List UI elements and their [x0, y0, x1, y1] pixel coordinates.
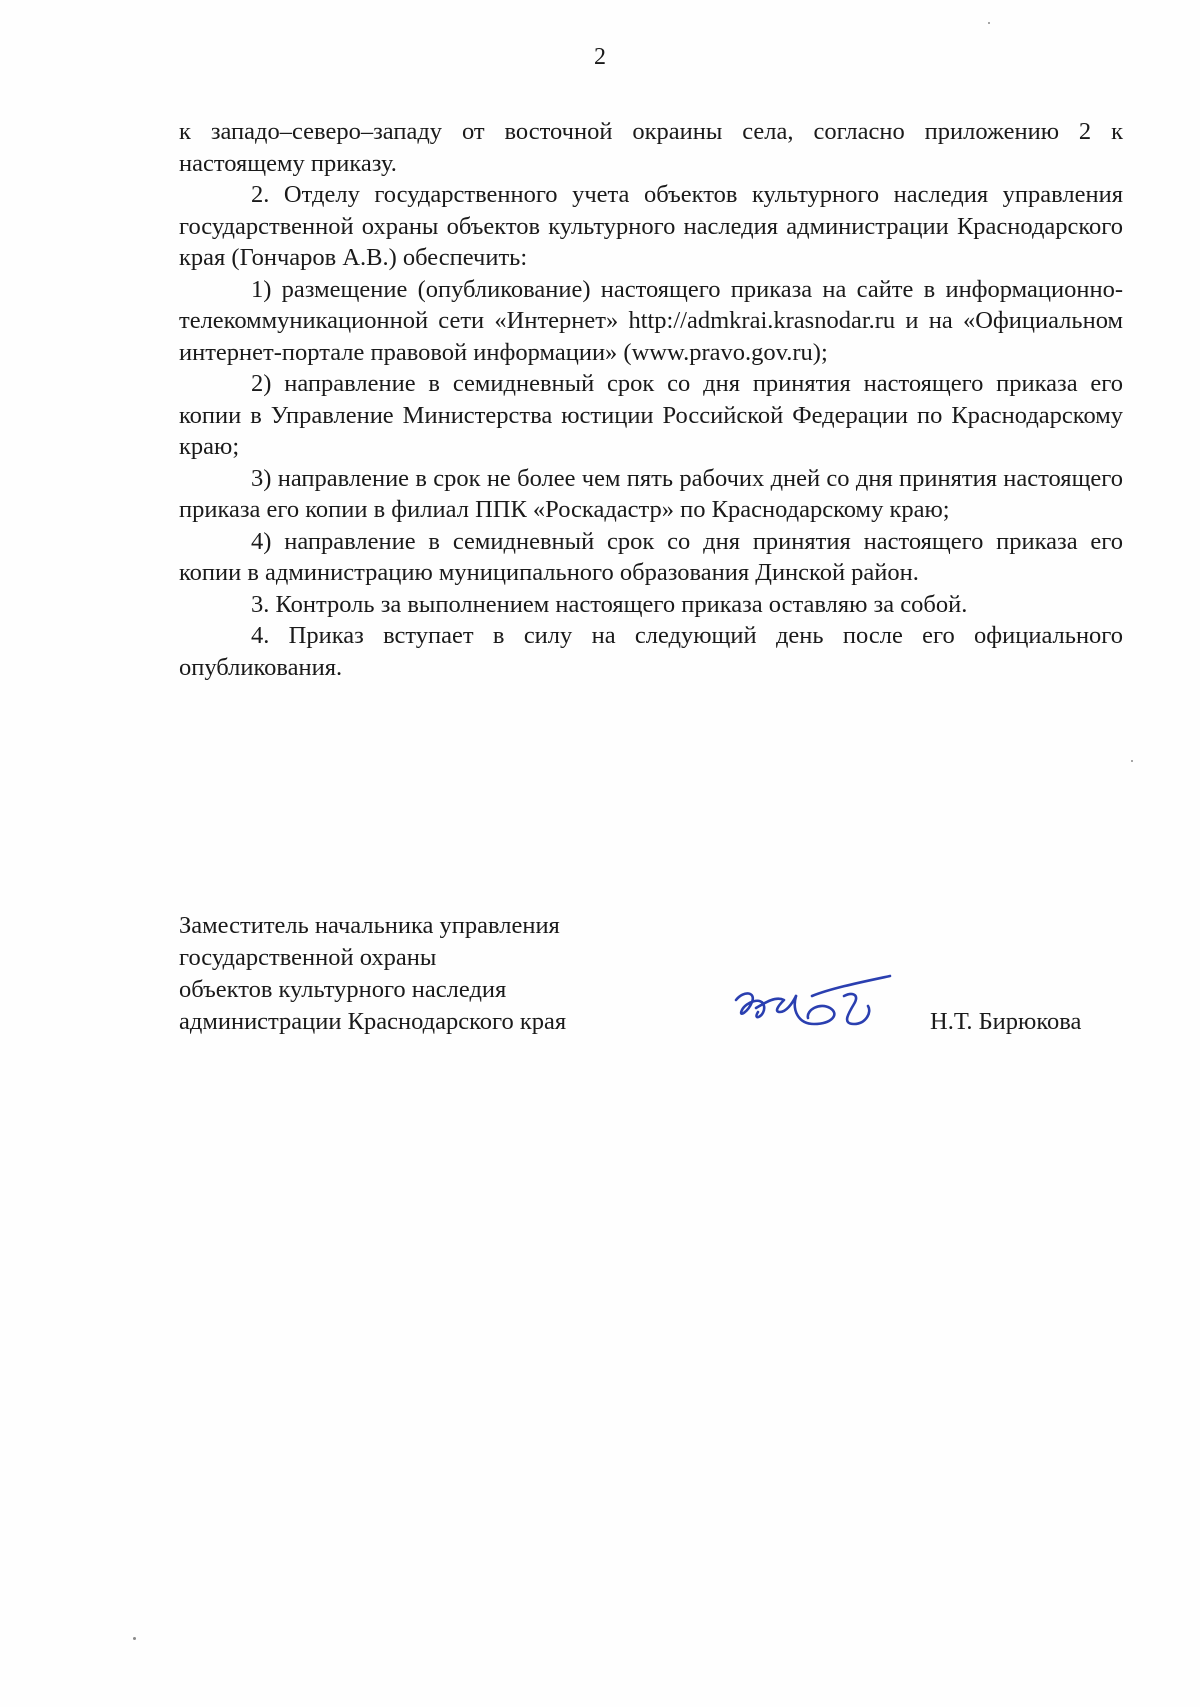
signer-title-line: государственной охраны [179, 944, 437, 971]
paragraph-subitem-4: 4) направление в семидневный срок со дня принятия настоящего приказа его копии в администрацию муниципального образования Динской район. [179, 527, 1123, 586]
page-number: 2 [594, 44, 606, 70]
handwritten-signature [722, 966, 892, 1046]
signer-name: Н.Т. Бирюкова [930, 1008, 1082, 1035]
signer-title-line: объектов культурного наследия [179, 976, 507, 1003]
signer-title-line: Заместитель начальника управления [179, 912, 560, 939]
signature-stroke [756, 996, 796, 1012]
paragraph-subitem-3: 3) направление в срок не более чем пять рабочих дней со дня принятия настоящего приказа его копии в филиал ППК «Роскадастр» по Краснодарскому краю; [179, 464, 1123, 523]
signer-title-line: администрации Краснодарского края [179, 1008, 567, 1035]
scan-speck [988, 22, 990, 24]
paragraph-item-3: 3. Контроль за выполнением настоящего приказа оставляю за собой. [251, 590, 968, 618]
scan-speck [1131, 760, 1133, 762]
paragraph-item-2: 2. Отделу государственного учета объектов культурного наследия управления государственной охраны объектов культурного наследия администрации Краснодарского края (Гончаров А.В.) обеспечить: [179, 181, 1123, 271]
signature-stroke [795, 996, 835, 1024]
signature-stroke [844, 994, 869, 1024]
scan-speck [133, 1637, 136, 1640]
paragraph-subitem-2: 2) направление в семидневный срок со дня принятия настоящего приказа его копии в Управление Министерства юстиции Российской Федерации по Краснодарскому краю; [179, 370, 1123, 460]
signer-title-block [179, 910, 566, 1038]
signature-strokes [736, 976, 890, 1024]
paragraph-continuation: к западо–северо–западу от восточной окраины села, согласно приложению 2 к настоящему приказу. [179, 118, 1123, 177]
document-body [179, 116, 1123, 683]
paragraph-subitem-1: 1) размещение (опубликование) настоящего приказа на сайте в информационно-телекоммуникационной сети «Интернет» http://admkrai.krasnodar.ru и на «Официальном интернет-портале правовой информации» (www.pravo.gov.ru); [179, 275, 1123, 366]
paragraph-item-4: 4. Приказ вступает в силу на следующий день после его официального опубликования. [179, 622, 1123, 681]
